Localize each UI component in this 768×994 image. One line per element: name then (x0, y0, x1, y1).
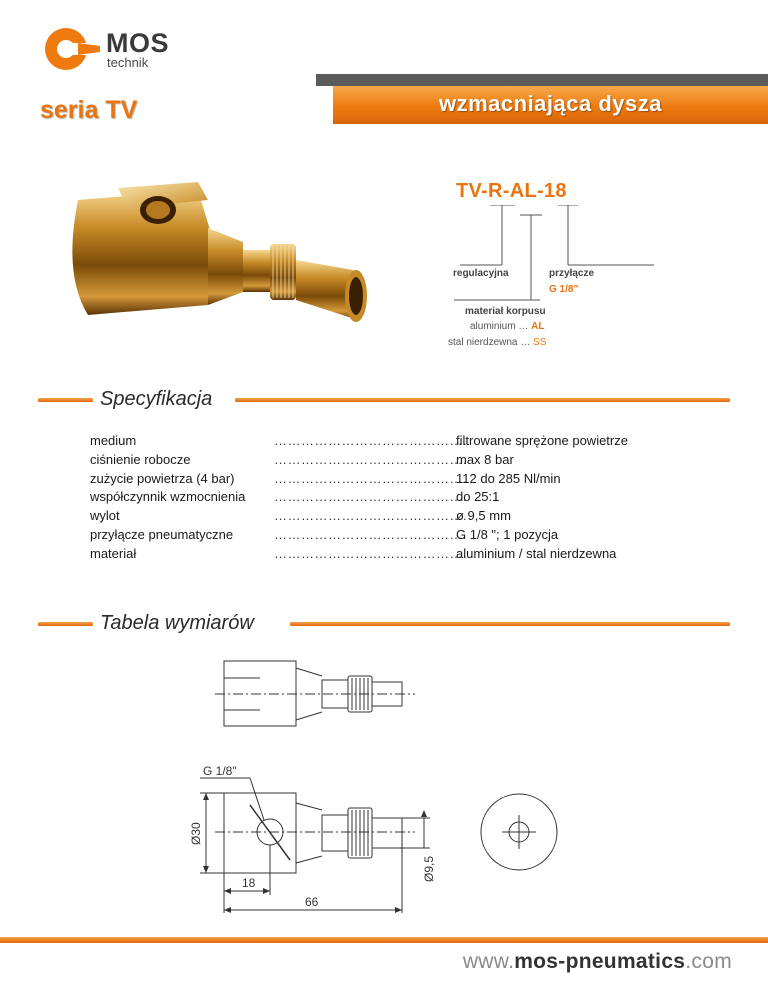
website-suffix: .com (685, 950, 732, 973)
product-image (58, 180, 378, 335)
spec-dots: ……………………………………. (274, 433, 468, 448)
spec-key: współczynnik wzmocnienia (90, 489, 246, 505)
code-przylacze-label: przyłącze (549, 268, 595, 279)
code-material-al-text: aluminium … (470, 321, 529, 332)
spec-value: ø 9,5 mm (456, 508, 511, 524)
logo-mark-icon (42, 25, 102, 73)
order-code: TV-R-AL-18 (456, 180, 567, 202)
divider-line (235, 398, 730, 402)
spec-row (90, 433, 650, 452)
dim-thread-label: G 1/8" (203, 764, 237, 778)
order-code-diagram (440, 205, 670, 355)
code-przylacze-value: G 1/8" (549, 284, 579, 295)
website-prefix: www. (462, 950, 515, 973)
series-title: seria TV (40, 96, 138, 124)
dimension-drawing (0, 650, 768, 920)
code-material-label: materiał korpusu (465, 306, 546, 317)
divider-line (38, 622, 93, 626)
company-logo (42, 25, 192, 75)
spec-key: medium (90, 433, 137, 448)
spec-title: Specyfikacja (100, 388, 213, 410)
code-material-ss-text: stal nierdzewna … (448, 337, 531, 348)
dim-height-label: Ø30 (189, 822, 203, 845)
dim-outlet-label: Ø9,5 (422, 855, 436, 882)
spec-row (90, 527, 650, 546)
code-material-ss (448, 337, 546, 348)
spec-key: przyłącze pneumatyczne (90, 526, 234, 542)
code-regulacyjna: regulacyjna (453, 268, 509, 279)
spec-key: wylot (90, 508, 120, 524)
spec-value: max 8 bar (456, 451, 514, 467)
dims-section-header (0, 612, 768, 636)
dim-length-label: 66 (305, 895, 319, 909)
spec-row (90, 471, 650, 490)
spec-dots: ……………………………………. (274, 489, 468, 505)
spec-dots: ……………………………………. (274, 470, 468, 486)
spec-dots: ……………………………………. (274, 451, 468, 467)
spec-row (90, 489, 650, 508)
website-brand: mos-pneumatics (514, 950, 686, 973)
spec-value: do 25:1 (456, 489, 500, 505)
spec-dots: ……………………………………. (274, 508, 468, 524)
spec-key: ciśnienie robocze (90, 451, 191, 467)
spec-value: 112 do 285 Nl/min (456, 470, 561, 486)
logo-sub: technik (107, 55, 149, 70)
header-bar (316, 74, 768, 86)
spec-row (90, 508, 650, 527)
dims-title: Tabela wymiarów (100, 612, 254, 634)
spec-key: materiał (90, 545, 137, 561)
logo-name: MOS (106, 28, 170, 58)
spec-dots: ……………………………………. (274, 545, 468, 561)
spec-row (90, 546, 650, 565)
spec-section-header (0, 388, 768, 412)
divider-line (290, 622, 730, 626)
code-material-al (470, 321, 544, 332)
website-link[interactable] (463, 950, 732, 974)
spec-value: aluminium / stal nierdzewna (456, 545, 617, 561)
spec-value: G 1/8 "; 1 pozycja (456, 526, 559, 542)
product-banner (333, 86, 768, 124)
code-material-ss-code: SS (533, 337, 547, 348)
divider-line (38, 398, 93, 402)
dim-port-label: 18 (242, 876, 256, 890)
spec-value: filtrowane sprężone powietrze (456, 433, 628, 448)
spec-dots: ……………………………………. (274, 526, 468, 542)
spec-key: zużycie powietrza (4 bar) (90, 470, 235, 486)
footer-divider (0, 937, 768, 943)
spec-row (90, 452, 650, 471)
code-material-al-code: AL (531, 321, 545, 332)
spec-table (90, 433, 650, 565)
product-title: wzmacniająca dysza (438, 91, 662, 116)
